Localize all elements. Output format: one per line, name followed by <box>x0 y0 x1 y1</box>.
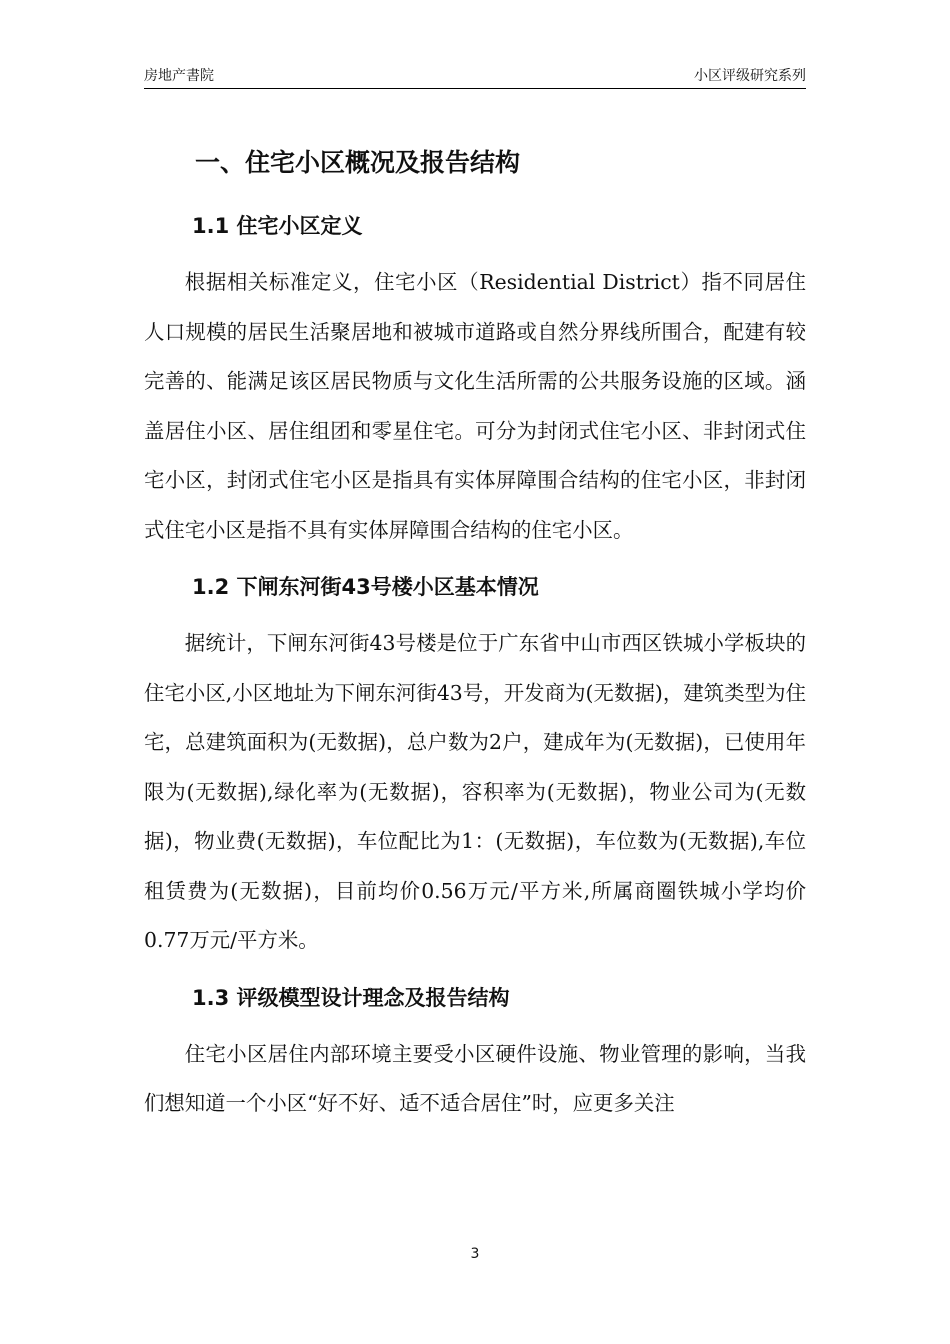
section-paragraph-1-1: 根据相关标准定义，住宅小区（Residential District）指不同居住人口规模的居民生活聚居地和被城市道路或自然分界线所围合，配建有较完善的、能满足该区居民物质与文化生活所需的公共服务设施的区域。涵盖居住小区、居住组团和零星住宅。可分为封闭式住宅小区、非封闭式住宅小区，封闭式住宅小区是指具有实体屏障围合结构的住宅小区，非封闭式住宅小区是指不具有实体屏障围合结构的住宅小区。 <box>144 270 806 542</box>
section-heading-1-2: 1.2 下闸东河街43号楼小区基本情况 <box>192 575 539 599</box>
chapter-title: 一、住宅小区概况及报告结构 <box>195 148 521 177</box>
header-left-text: 房地产書院 <box>144 68 214 84</box>
page-number: 3 <box>470 1246 480 1262</box>
header-right-text: 小区评级研究系列 <box>694 68 806 84</box>
page-header <box>144 66 806 89</box>
section-heading-1-1: 1.1 住宅小区定义 <box>192 214 363 238</box>
section-paragraph-1-2: 据统计，下闸东河街43号楼是位于广东省中山市西区铁城小学板块的住宅小区,小区地址为下闸东河街43号，开发商为(无数据)，建筑类型为住宅，总建筑面积为(无数据)，总户数为2户，建成年为(无数据)，已使用年限为(无数据),绿化率为(无数据)，容积率为(无数据)，物业公司为(无数据)，物业费(无数据)，车位配比为1：(无数据)，车位数为(无数据),车位租赁费为(无数据)，目前均价0.56万元/平方米,所属商圈铁城小学均价0.77万元/平方米。 <box>144 631 806 952</box>
section-paragraph-1-3: 住宅小区居住内部环境主要受小区硬件设施、物业管理的影响，当我们想知道一个小区“好不好、适不适合居住”时，应更多关注 <box>144 1041 806 1115</box>
section-heading-1-3: 1.3 评级模型设计理念及报告结构 <box>192 985 510 1010</box>
document-body <box>144 140 806 1129</box>
